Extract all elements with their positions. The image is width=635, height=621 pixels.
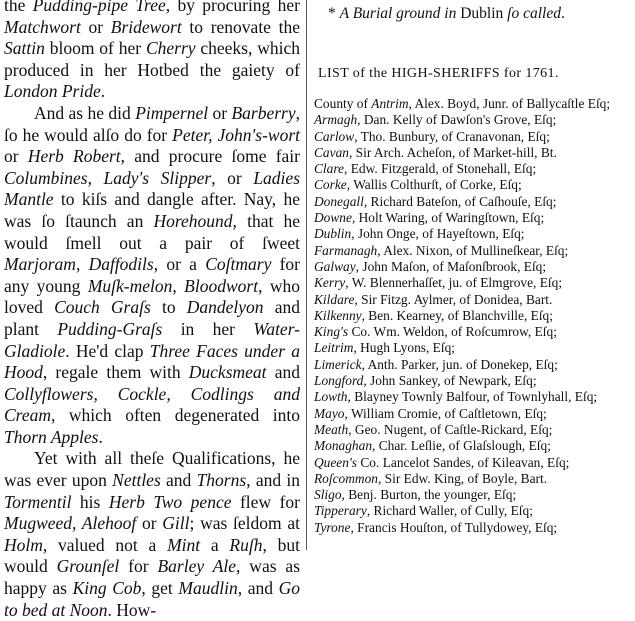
text-run: or [136,513,163,534]
text-run: the [4,0,33,15]
text-run: his [71,491,109,512]
italic-run: Horehound [153,210,233,231]
paragraph-2 [4,103,300,449]
italic-run: Holm [4,534,43,555]
italic-run: Muſk-melon, Bloodwort [87,275,259,296]
text-run: , Holt Waring, of Waringſtown, Eſq; [351,210,545,226]
sheriff-entry [312,373,630,389]
text-run: , or a [153,254,206,275]
sheriff-entry [312,210,630,226]
text-run: , Dan. Kelly of Dawſon's Grove, Eſq; [357,112,557,128]
italic-run: Sattin [4,38,45,59]
text-run: , Hugh Lyons, Eſq; [353,340,455,356]
italic-run: Thorns [196,470,247,491]
text-run: . He'd clap [65,340,150,361]
text-run: and [160,470,197,491]
text-run: , Sir Arch. Acheſon, of Market-hill, Bt. [348,144,557,160]
italic-run: Leitrim [314,340,354,356]
text-run: Co. Wm. Weldon, of Roſcumrow, Eſq; [348,324,557,340]
text-run: . [100,81,106,102]
text-run: * [328,5,340,22]
italic-run: Go to bed at Noon [4,578,300,620]
italic-run: Lowth [314,389,348,405]
text-run: Dublin [460,5,504,22]
italic-run: Dandelyon [186,297,264,318]
italic-run: Marjoram, Daffodils [4,254,154,275]
sheriff-entry [312,161,630,177]
italic-run: Tyrone [314,519,351,535]
text-run: , Char. Leſlie, of Glaſslough, Eſq; [372,438,551,454]
sheriff-entry [312,145,630,161]
sheriff-entry [312,275,630,291]
text-run: And as he did [34,102,136,123]
italic-run: Herb Two pence [108,491,232,512]
text-run: or [4,146,28,167]
text-run: , Wallis Colthurſt, of Corke, Eſq; [346,177,522,193]
italic-run: King Cob [72,578,142,599]
text-run: . [98,426,103,447]
italic-run: Barberry [231,102,296,123]
sheriff-entry [312,259,630,275]
text-run: cheeks, which produced in her Hotbed the gaiety of [4,38,300,80]
sheriff-entry [312,487,630,503]
text-run: , John Onge, of Hayeſtown, Eſq; [351,226,525,242]
italic-run: Cherry [145,38,196,59]
text-run: , Richard Bateſon, of Caſhouſe, Eſq; [363,193,557,209]
italic-run: Kilkenny [314,307,362,323]
italic-run: Kildare [314,291,355,307]
italic-run: Longford [314,373,364,389]
text-run: , but would [4,534,300,577]
text-run: , William Cromie, of Caſtletown, Eſq; [344,405,547,421]
italic-run: Pudding-Graſs [57,318,163,339]
sheriff-entry [312,406,630,422]
italic-run: London Pride [4,81,101,102]
text-run: , Anth. Parker, jun. of Donekep, Eſq; [361,356,558,372]
italic-run: Mugweed, Alehoof [4,513,137,534]
italic-run: Thorn Apples [4,426,99,447]
text-run: or [80,16,111,37]
italic-run: Maudlin [178,578,238,599]
italic-run: Sligo [314,487,342,503]
italic-run: King's [314,324,349,340]
text-run: , regale them with [42,362,189,383]
text-run: bloom of her [44,38,146,59]
text-run: , was as happy as [4,556,301,599]
sheriffs-list-title: LIST of the HIGH-SHERIFFS for 1761. [318,66,559,81]
text-run: to renovate the [181,16,301,37]
italic-run: Columbines, Lady's Slipper [4,167,212,188]
sheriff-entry [312,520,630,536]
sheriff-entry [312,389,630,405]
text-run: a [200,534,230,555]
text-run: , and in [246,470,300,491]
text-run: , or [211,167,254,188]
text-run: , Tho. Bunbury, of Cranavonan, Eſq; [354,128,550,144]
italic-run: Kerry [314,275,346,291]
text-run: , and procure ſome fair [120,146,300,167]
italic-run: Bridewort [110,16,182,37]
right-text-column [312,4,630,536]
italic-run: Downe [314,210,352,226]
text-run: , Francis Houſton, of Tullydowey, Eſq; [350,519,558,535]
text-run: , Benj. Burton, the younger, Eſq; [341,487,517,503]
sheriff-entry [312,292,630,308]
text-run: , Richard Waller, of Cully, Eſq; [366,503,533,519]
italic-run: ſo called [503,5,561,22]
italic-run: Ruſh [229,534,263,555]
sheriff-entry [312,438,630,454]
text-run: , get [141,578,179,599]
text-run: , W. Blennerhaſſet, ju. of Elmgrove, Eſq; [345,275,563,291]
italic-run: Donegall [314,193,364,209]
italic-run: Gill [162,513,190,534]
left-text-column [4,0,300,621]
text-run: for [119,556,158,577]
text-run: ; was ſeldom at [189,513,300,534]
paragraph-1 [4,0,300,103]
text-run: , John Maſon, of Maſonſbrook, Eſq; [355,258,547,274]
italic-run: Carlow [314,128,355,144]
italic-run: Nettles [112,470,161,491]
sheriff-entry [312,471,630,487]
text-run: or [208,102,232,123]
italic-run: Clare [314,161,345,177]
italic-run: Pimpernel [135,102,209,123]
italic-run: Peter, John's-wort [172,124,301,145]
sheriff-entry [312,112,630,128]
italic-run: Cavan [314,144,349,160]
text-run: , by procuring her [165,0,300,15]
paragraph-3 [4,448,300,621]
italic-run: Matchwort [4,16,81,37]
sheriff-entry [312,308,630,324]
text-run: , Sir Fitzg. Aylmer, of Donidea, Bart. [354,291,553,307]
italic-run: Three Faces under a Hood [4,340,300,383]
italic-run: Mint [167,534,201,555]
sheriff-entry [312,455,630,471]
sheriff-entry [312,357,630,373]
text-run: to kiſs and dangle after. Nay, he was ſo ſtaunch an [4,189,300,231]
italic-run: Collyflowers, Cockle, Codlings and Cream [4,383,300,426]
text-run: for any young [4,254,300,296]
sheriff-entry [312,194,630,210]
text-run: Co. Lancelot Sandes, of Kileavan, Eſq; [357,454,570,470]
italic-run: Grounſel [56,556,120,577]
text-run: , Ben. Kearney, of Blanchville, Eſq; [361,307,553,323]
italic-run: Herb Robert [27,146,121,167]
text-run: to [150,297,187,318]
italic-run: Pudding-pipe Tree [32,0,166,15]
italic-run: Monaghan [314,438,373,454]
italic-run: Roſcommon [314,470,378,486]
text-run: , Alex. Boyd, Junr. of Ballycaſtle Eſq; [408,96,611,111]
text-run: in her [162,318,254,339]
footnote-burial-ground [328,4,630,24]
text-run: , Sir Edw. King, of Boyle, Bart. [377,470,548,486]
italic-run: Ducksmeat [188,362,267,383]
sheriffs-list [312,96,630,536]
text-run: , and [237,578,279,599]
italic-run: Water-Gladiole [4,318,300,361]
text-run: , that he would ſmell out a pair of ſweet [4,210,300,253]
italic-run: Armagh [314,112,358,128]
italic-run: Dublin [314,226,352,242]
sheriff-entry [312,129,630,145]
italic-run: Coſtmary [205,254,272,275]
sheriff-entry [312,422,630,438]
sheriff-entry [312,340,630,356]
sheriff-entry [312,243,630,259]
italic-run: Mayo [314,405,345,421]
text-run: flew for [231,491,300,512]
text-run: , John Sankey, of Newpark, Eſq; [363,373,537,389]
italic-run: Queen's [314,454,358,470]
text-run: Yet with all theſe Qualifications, he was ever upon [4,448,300,491]
text-run: , which often degenerated into [51,405,300,426]
italic-run: Meath [314,421,349,437]
italic-run: Tormentil [4,491,72,512]
italic-run: Limerick [314,356,362,372]
sheriff-entry [312,177,630,193]
italic-run: Ladies Mantle [4,167,301,210]
text-run: and plant [4,297,300,339]
sheriff-entry [312,503,630,519]
italic-run: Galway [314,258,356,274]
text-run: , valued not a [42,534,168,555]
column-divider [306,0,307,550]
text-run: . How- [107,599,157,620]
sheriff-entry [312,96,630,112]
italic-run: Tipperary [314,503,367,519]
text-run: . [560,5,565,22]
text-run: , Alex. Nixon, of Mullineſkear, Eſq; [377,242,569,258]
text-run: , who loved [4,275,300,318]
text-run: , ſo he would alſo do for [4,102,300,145]
italic-run: A Burial ground in [339,5,461,22]
italic-run: Barley Ale [157,556,237,577]
text-run: and [266,362,300,383]
text-run: , Geo. Nugent, of Caſtle-Rickard, Eſq; [348,421,553,437]
sheriff-entry [312,324,630,340]
text-run: County of [314,96,372,111]
italic-run: Farmanagh [314,242,378,258]
text-run: , Blayney Townly Balfour, of Townlyhall, Eſq; [347,389,598,405]
italic-run: Antrim [371,96,409,111]
text-run: , Edw. Fitzgerald, of Stonehall, Eſq; [344,161,537,177]
italic-run: Couch Graſs [54,297,151,318]
sheriff-entry [312,226,630,242]
italic-run: Corke [314,177,347,193]
